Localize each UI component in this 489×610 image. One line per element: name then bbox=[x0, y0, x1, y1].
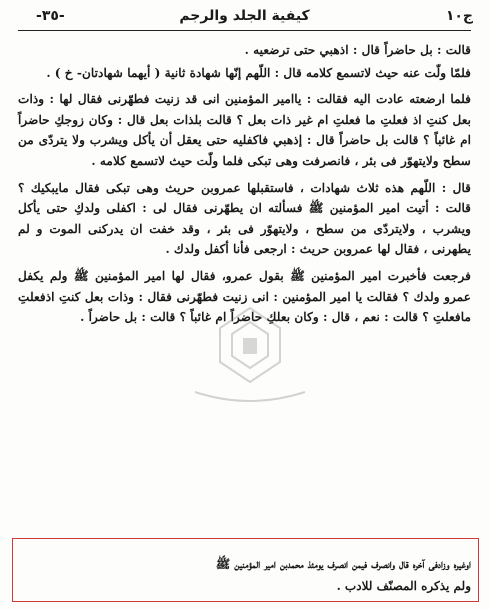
paragraph: فلمّا ولّت عنه حيث لاتسمع كلامه قال : اللّهم إنّها شهادة ثانية ( أيهما شهادتان- خ ) . bbox=[46, 65, 471, 80]
footnote-line: اوغيره وزادفى آخره قال وانصرف فيمن انصرف يومئذ محمدبن امير المؤمنين ﷺ bbox=[215, 557, 471, 571]
paragraph: فرجعت فأخبرت امير المؤمنين ﷺ بقول عمرو، فقال لها امير المؤمنين ﷺ ولم يكفل عمرو ولدك ؟ فقالت يا امير المؤمنين : انى زنيت فطهّرنى فقال : وذات بعل كنتِ اذفعلتِ مافعلتِ ؟ قالت : نعم ، قال : وكان بعلكِ حاضراً ام غائباً ؟ قالت : بل حاضراً . bbox=[18, 268, 471, 325]
chapter-title: كيفية الجلد والرجم bbox=[179, 8, 310, 24]
footnote-line: ولم يذكره المصنّف للادب . bbox=[336, 579, 471, 593]
paragraph: فلما ارضعته عادت اليه فقالت : ياامير المؤمنين انى قد زنيت فطهّرنى فقال لها : وذات بعل كنتِ اذ فعلتِ ما فعلتِ ام غير ذات بعل ؟ قالت بلذات بعل قال : وكان زوجكِ حاضراً ام غائباً ؟ قالت بل حاضراً قال : إذهبي فاكفليه حتى يعقل أن يأكل ويشرب ولا يتردّى من سطح ولايتهوّر فى بئر ، فانصرفت وهى تبكى فلما ولّت حيث لاتسمع كلامه . bbox=[18, 92, 471, 168]
main-text bbox=[18, 40, 471, 330]
footnote bbox=[16, 553, 471, 597]
paragraph: قالت : بل حاضراً قال : اذهبي حتى ترضعيه . bbox=[244, 43, 471, 57]
page-header bbox=[14, 6, 475, 32]
paragraph: قال : اللّهم هذه ثلاث شهادات ، فاستقبلها عمروبن حريث وهى تبكى فقال مايبكيك ؟ قالت : أتيت امير المؤمنين ﷺ فسألته ان يطهّرنى فقال لى : اكفلى ولدكِ حتى يأكل ويشرب ، ولايتردّى من سطح ، ولايتهوّر فى بئر ، وقد خفت ان يدركنى الموت و لم يطهرنى ، فقال لها عمروبن حريث : ارجعى فأنا أكفل ولدك . bbox=[18, 180, 471, 257]
page-number: -٣٥- bbox=[36, 8, 65, 24]
header-rule bbox=[18, 30, 471, 31]
volume-number: ج١٠ bbox=[445, 8, 473, 24]
